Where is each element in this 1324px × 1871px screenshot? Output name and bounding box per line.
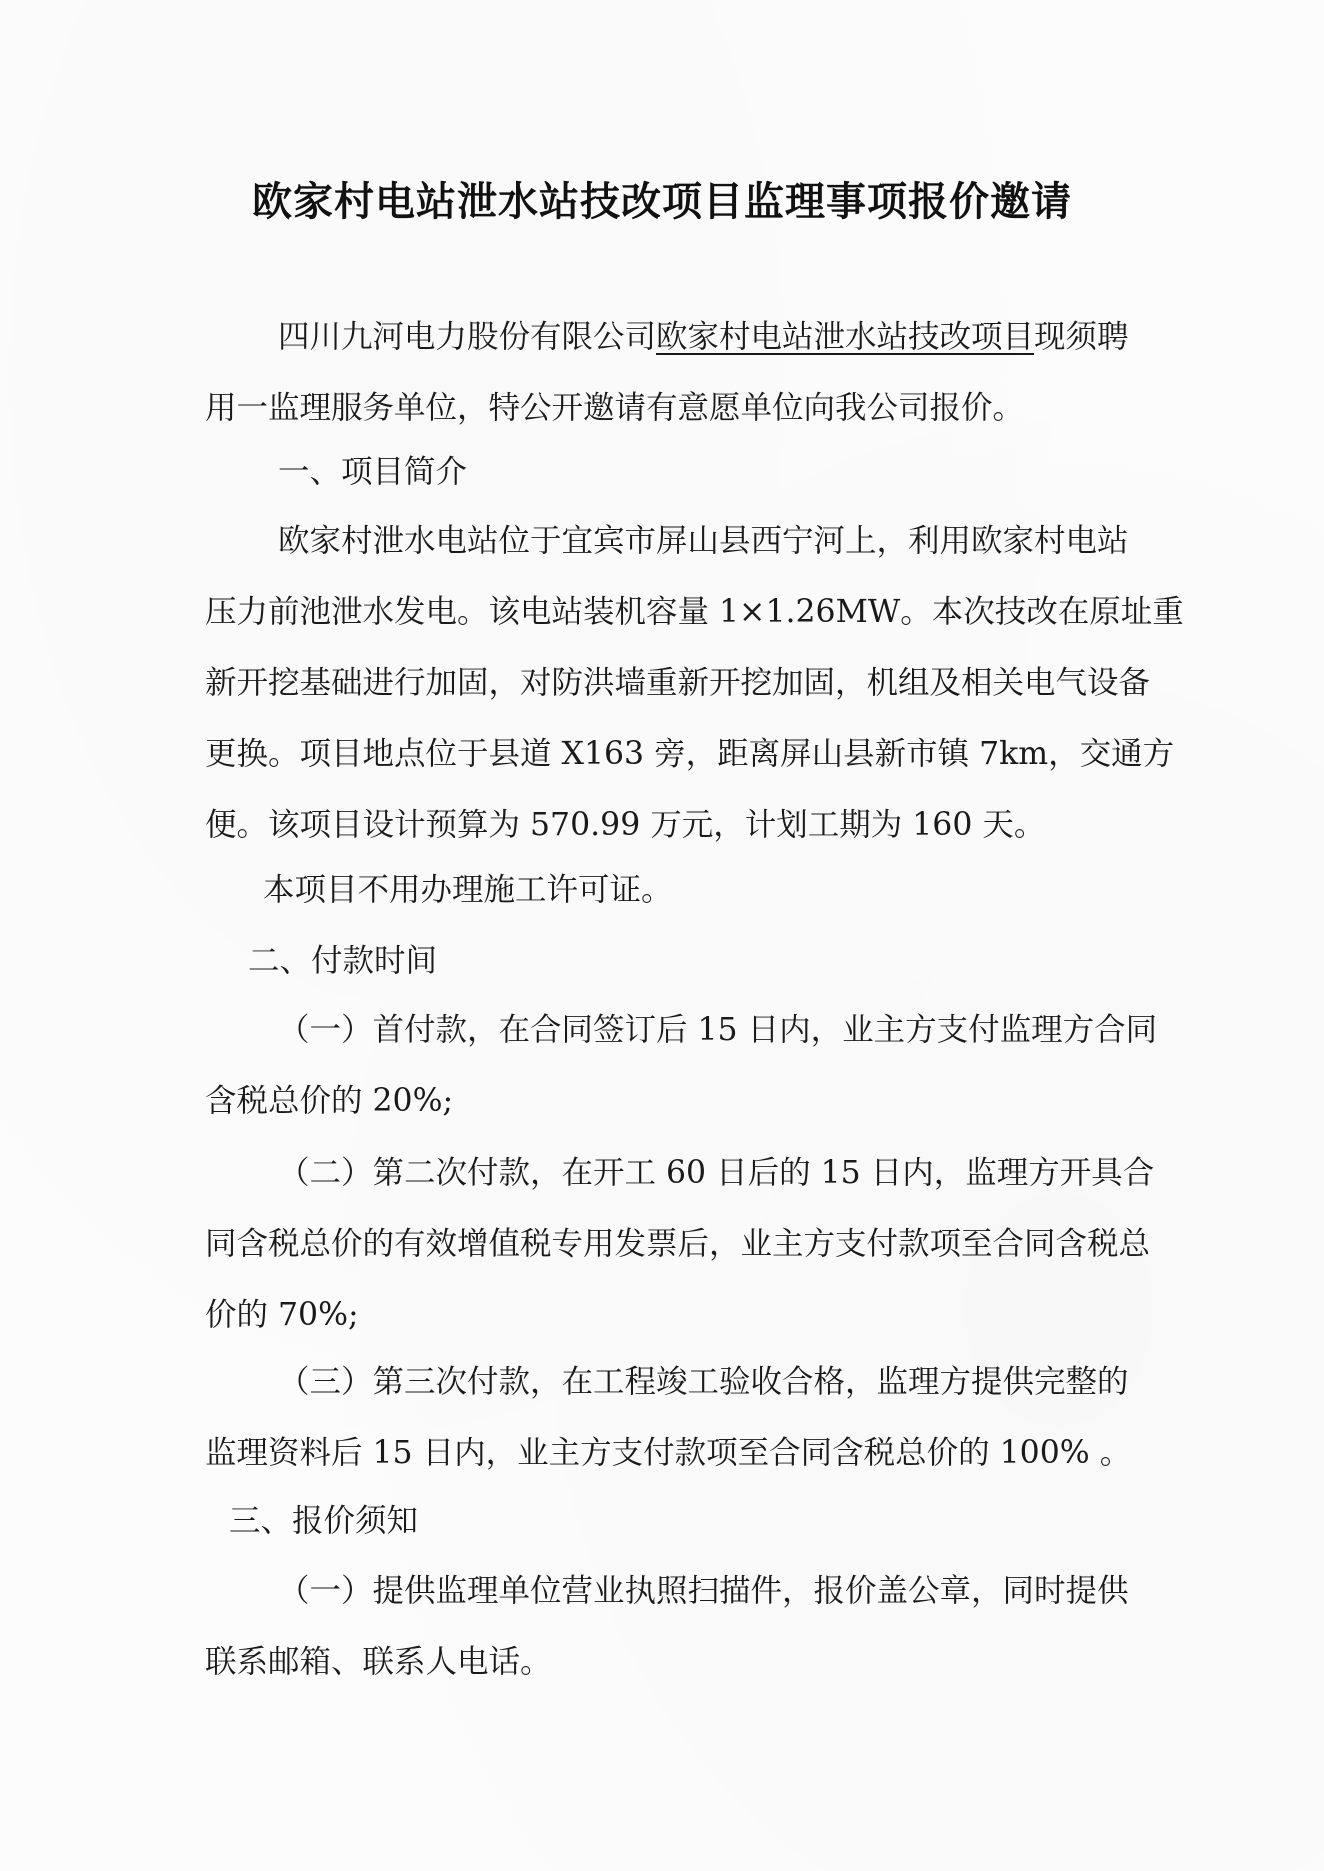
section-2-item-2-line: （二）第二次付款，在开工 60 日后的 15 日内，监理方开具合 [278, 1155, 1155, 1191]
section-1-p1-line: 更换。项目地点位于县道 X163 旁，距离屏山县新市镇 7km，交通方 [205, 736, 1175, 772]
section-3-item-1-line: 联系邮箱、联系人电话。 [205, 1644, 552, 1680]
section-2-item-3-line: （三）第三次付款，在工程竣工验收合格，监理方提供完整的 [278, 1364, 1129, 1400]
intro-suffix: 现须聘 [1034, 319, 1129, 355]
section-1-heading: 一、项目简介 [278, 454, 468, 490]
section-1-p1-line: 便。该项目设计预算为 570.99 万元，计划工期为 160 天。 [205, 807, 1046, 843]
section-2-item-2-line: 同含税总价的有效增值税专用发票后，业主方支付款项至合同含税总 [205, 1226, 1151, 1262]
section-1-p2-line: 本项目不用办理施工许可证。 [263, 872, 673, 908]
section-2-item-2-line: 价的 70%; [205, 1297, 359, 1333]
section-2-item-1 [205, 995, 1158, 1137]
intro-line-1 [205, 302, 1129, 373]
section-3-item-1 [205, 1556, 1129, 1698]
section-2-item-3 [205, 1347, 1132, 1489]
section-1-paragraph-1 [205, 506, 1184, 861]
section-3 [205, 1486, 1125, 1557]
section-2-item-1-line: 含税总价的 20%; [205, 1083, 454, 1119]
intro-paragraph [205, 302, 1129, 444]
section-2-item-1-line: （一）首付款，在合同签订后 15 日内，业主方支付监理方合同 [278, 1012, 1158, 1048]
section-2 [205, 926, 1125, 997]
section-1-p1-line: 欧家村泄水电站位于宜宾市屏山县西宁河上，利用欧家村电站 [278, 523, 1129, 559]
intro-line-2: 用一监理服务单位，特公开邀请有意愿单位向我公司报价。 [205, 390, 1025, 426]
section-1-paragraph-2 [205, 855, 1125, 926]
project-name-underlined: 欧家村电站泄水站技改项目 [656, 319, 1035, 355]
company-name: 四川九河电力股份有限公司 [278, 319, 657, 355]
section-2-item-3-line: 监理资料后 15 日内，业主方支付款项至合同含税总价的 100% 。 [205, 1435, 1132, 1471]
section-2-heading: 二、付款时间 [248, 943, 438, 979]
section-1-p1-line: 压力前池泄水发电。该电站装机容量 1×1.26MW。本次技改在原址重 [205, 594, 1184, 630]
section-1 [205, 437, 1125, 508]
document-title: 欧家村电站泄水站技改项目监理事项报价邀请 [252, 178, 1072, 225]
section-2-item-2 [205, 1138, 1155, 1351]
section-3-item-1-line: （一）提供监理单位营业执照扫描件，报价盖公章，同时提供 [278, 1573, 1129, 1609]
section-1-p1-line: 新开挖基础进行加固，对防洪墙重新开挖加固，机组及相关电气设备 [205, 665, 1151, 701]
section-3-heading: 三、报价须知 [229, 1503, 419, 1539]
